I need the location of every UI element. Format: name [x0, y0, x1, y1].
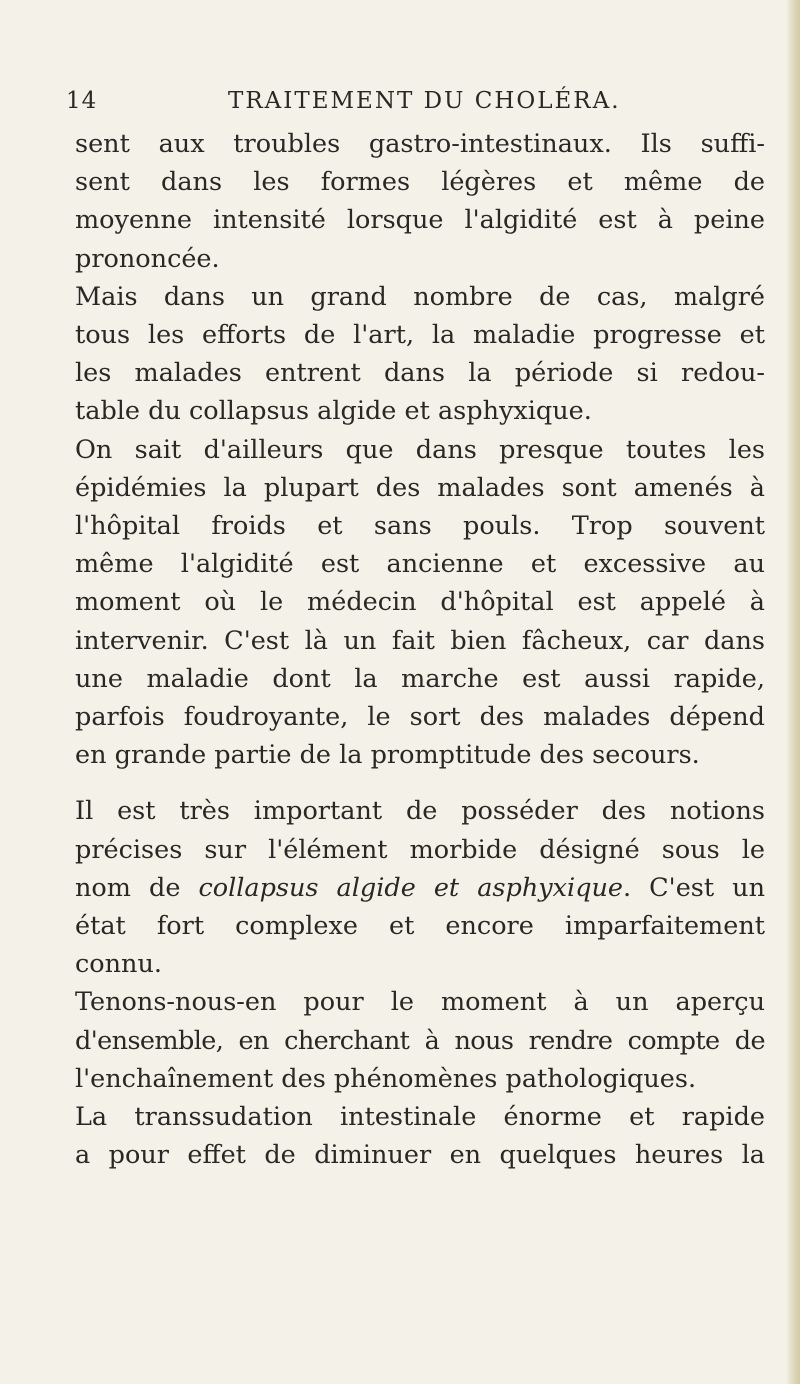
text-line: prononcée. — [75, 243, 220, 274]
text-line: une maladie dont la marche est aussi rapide, — [75, 663, 765, 694]
text-line: table du collapsus algide et asphyxique. — [75, 396, 592, 427]
text-line: Il est très important de posséder des notions — [75, 796, 765, 827]
text-line: tous les efforts de l'art, la maladie progresse et — [75, 320, 765, 351]
text-line: parfois foudroyante, le sort des malades dépend — [75, 702, 765, 733]
text-line: On sait d'ailleurs que dans presque toutes les — [75, 434, 765, 465]
text-line: connu. — [75, 949, 163, 980]
text-line: moyenne intensité lorsque l'algidité est à peine — [75, 205, 765, 236]
text-line: La transsudation intestinale énorme et rapide — [75, 1102, 765, 1133]
text-line: l'hôpital froids et sans pouls. Trop souvent — [75, 511, 765, 542]
text-line: précises sur l'élément morbide désigné sous le — [75, 834, 765, 865]
text-line: sent aux troubles gastro-intestinaux. Ils suffi- — [75, 129, 765, 159]
text-line: même l'algidité est ancienne et excessive au — [75, 549, 765, 580]
text-line: a pour effet de diminuer en quelques heures la — [75, 1140, 765, 1171]
text-line: en grande partie de la promptitude des secours. — [75, 740, 700, 771]
text-line: Tenons-nous-en pour le moment à un aperçu — [75, 987, 765, 1018]
text-line: épidémies la plupart des malades sont amenés à — [75, 472, 765, 503]
paragraph-gap — [75, 774, 765, 792]
text-line: moment où le médecin d'hôpital est appelé à — [75, 587, 765, 618]
running-title: TRAITEMENT DU CHOLÉRA. — [228, 88, 621, 114]
text-line: les malades entrent dans la période si redou- — [75, 358, 765, 389]
text-line — [75, 869, 765, 907]
text-line: intervenir. C'est là un fait bien fâcheux, car dans — [75, 625, 765, 656]
text-line: sent dans les formes légères et même de — [75, 167, 765, 198]
text-line: état fort complexe et encore imparfaitement — [75, 911, 765, 942]
text-span: . C'est un — [623, 872, 765, 903]
text-span: nom de — [75, 872, 199, 903]
body-text — [75, 125, 765, 1174]
text-line: l'enchaînement des phénomènes pathologiques. — [75, 1063, 697, 1094]
page-number: 14 — [66, 88, 98, 114]
page-edge-shadow — [786, 0, 800, 1384]
running-header — [66, 88, 766, 118]
text-line: d'ensemble, en cherchant à nous rendre compte de — [75, 1025, 765, 1056]
italic-term: collapsus algide et asphyxique — [198, 872, 624, 903]
text-line: Mais dans un grand nombre de cas, malgré — [75, 281, 765, 312]
